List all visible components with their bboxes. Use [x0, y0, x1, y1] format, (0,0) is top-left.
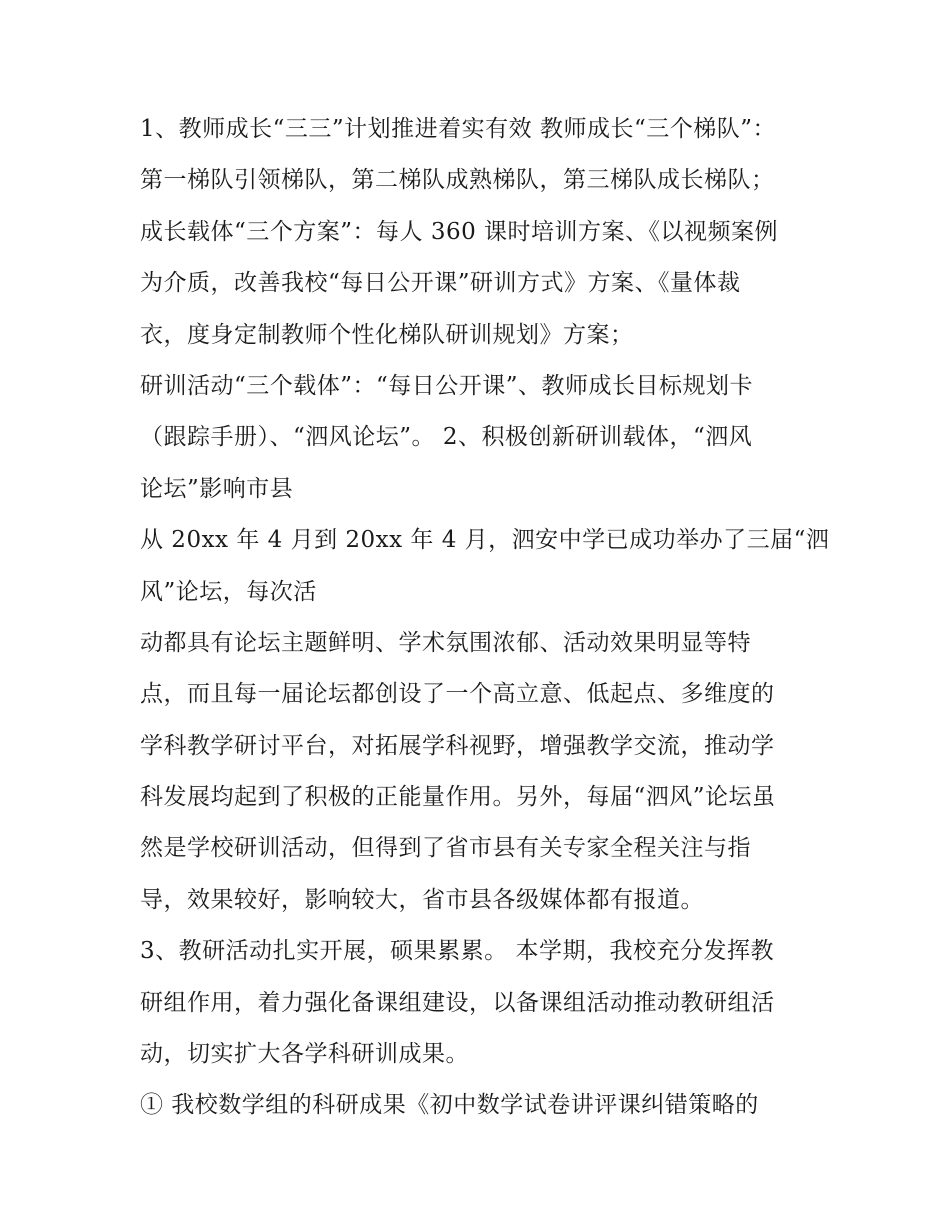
text-line: 动都具有论坛主题鲜明、学术氛围浓郁、活动效果明显等特 [140, 629, 751, 656]
document-body [140, 104, 830, 1132]
text-line: （跟踪手册）、“泗风论坛”。 2、积极创新研训载体，“泗风 [140, 424, 753, 451]
text-line: 导，效果较好，影响较大，省市县各级媒体都有报道。 [140, 886, 704, 913]
text-line: 1、教师成长“三三”计划推进着实有效 教师成长“三个梯队”： [140, 116, 776, 142]
text-line: 第一梯队引领梯队，第二梯队成熟梯队，第三梯队成长梯队； [140, 167, 775, 194]
text-line: 学科教学研讨平台，对拓展学科视野，增强教学交流，推动学 [140, 732, 775, 759]
text-line: ① 我校数学组的科研成果《初中数学试卷讲评课纠错策略的 [140, 1092, 759, 1119]
text-line: 从 20xx 年 4 月到 20xx 年 4 月，泗安中学已成功举办了三届“泗 [140, 527, 830, 554]
text-line: 点，而且每一届论坛都创设了一个高立意、低起点、多维度的 [140, 681, 775, 708]
text-line: 风”论坛，每次活 [140, 578, 317, 605]
text-line: 然是学校研训活动，但得到了省市县有关专家全程关注与指 [140, 835, 751, 862]
text-line: 3、教研活动扎实开展，硕果累累。 本学期，我校充分发挥教 [140, 938, 774, 965]
text-line: 科发展均起到了积极的正能量作用。另外，每届“泗风”论坛虽 [140, 784, 776, 811]
text-line: 研训活动“三个载体”：“每日公开课”、教师成长目标规划卡 [140, 372, 754, 399]
text-line: 研组作用，着力强化备课组建设，以备课组活动推动教研组活 [140, 989, 775, 1016]
text-line: 论坛”影响市县 [140, 475, 294, 502]
text-line: 动，切实扩大各学科研训成果。 [140, 1041, 469, 1068]
text-line: 成长载体“三个方案”：每人 360 课时培训方案、《以视频案例 [140, 218, 779, 245]
text-line: 衣，度身定制教师个性化梯队研训规划》方案； [140, 321, 634, 348]
text-line: 为介质，改善我校“每日公开课”研训方式》方案、《量体裁 [140, 270, 741, 297]
